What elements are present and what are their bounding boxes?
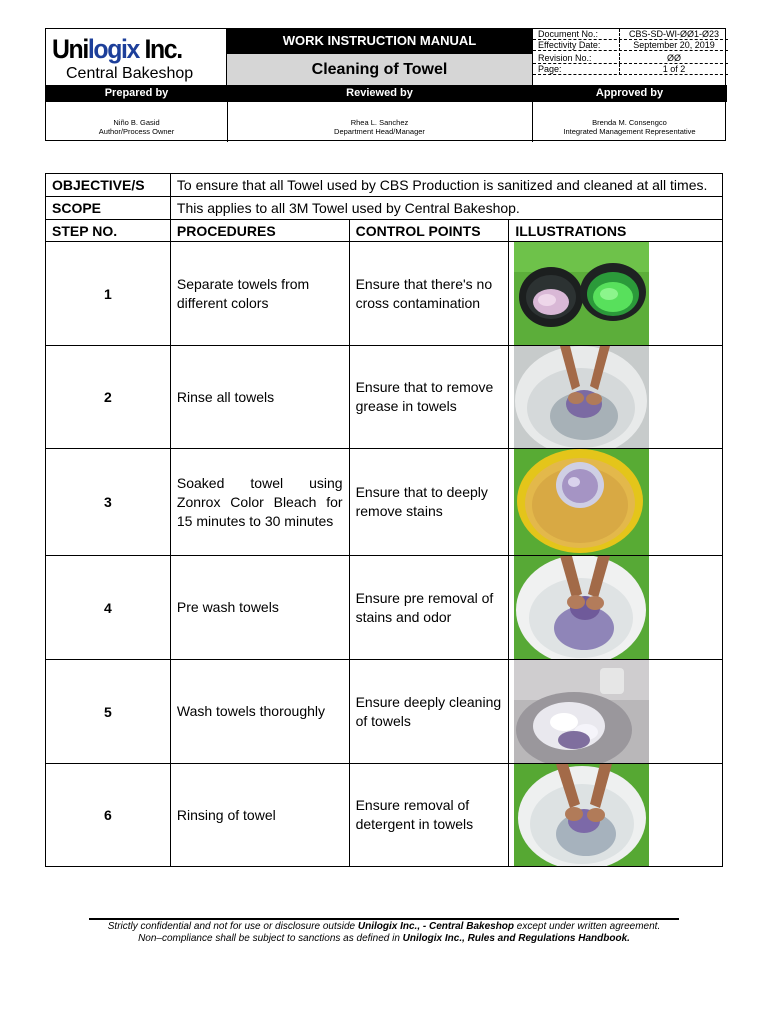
step-illustration: [509, 556, 723, 660]
signatory-name: Rhea L. Sanchez: [350, 118, 409, 127]
footer-line-2: Non–compliance shall be subject to sanctions as defined in Unilogix Inc., Rules and Regulations Handbook.: [138, 933, 630, 944]
step-control-point: Ensure deeply cleaning of towels: [349, 660, 509, 764]
reviewed-by-heading: Reviewed by: [346, 87, 413, 99]
photo-pre-wash: [514, 556, 649, 659]
step-number: 6: [46, 764, 171, 867]
scope-label: SCOPE: [46, 197, 171, 220]
illustration-photo: [514, 764, 649, 866]
step-illustration: [509, 449, 723, 556]
illustration-photo: [514, 449, 649, 555]
company-logo: Unilogix Inc.: [52, 34, 182, 64]
column-header-row: [46, 220, 723, 242]
step-procedure: Wash towels thoroughly: [170, 660, 349, 764]
meta-document-no: Document No.: CBS-SD-WI-ØØ1-Ø23: [533, 29, 728, 40]
step-number: 3: [46, 449, 171, 556]
signatory-name: Brenda M. Consengco: [592, 118, 667, 127]
column-header-control-points: CONTROL POINTS: [349, 220, 509, 242]
signature-headings: [46, 85, 727, 102]
step-illustration: [509, 764, 723, 867]
step-illustration: [509, 242, 723, 346]
photo-wash-thoroughly: [514, 660, 649, 763]
work-instruction-table: [45, 173, 723, 867]
column-header-step: STEP NO.: [46, 220, 171, 242]
step-number: 5: [46, 660, 171, 764]
confidentiality-notice: [60, 921, 708, 945]
step-number: 2: [46, 346, 171, 449]
step-procedure: Rinse all towels: [170, 346, 349, 449]
photo-bins-separated: [514, 242, 649, 345]
footer-divider: [89, 918, 679, 920]
objective-label: OBJECTIVE/S: [46, 174, 171, 197]
illustration-photo: [514, 556, 649, 659]
signatory-role: Author/Process Owner: [98, 127, 175, 136]
table-row: [46, 449, 723, 556]
document-title: Cleaning of Towel: [227, 53, 532, 85]
reviewed-by: [227, 102, 532, 142]
prepared-by-heading: Prepared by: [104, 87, 169, 99]
step-procedure: Pre wash towels: [170, 556, 349, 660]
approved-by-heading: Approved by: [595, 87, 664, 99]
step-number: 1: [46, 242, 171, 346]
step-control-point: Ensure that to deeply remove stains: [349, 449, 509, 556]
step-illustration: [509, 660, 723, 764]
step-control-point: Ensure that there's no cross contamination: [349, 242, 509, 346]
photo-soak-bleach: [514, 449, 649, 555]
column-header-procedures: PROCEDURES: [170, 220, 349, 242]
prepared-by: [46, 102, 227, 142]
scope-text: This applies to all 3M Towel used by Central Bakeshop.: [170, 197, 722, 220]
column-header-illustrations: ILLUSTRATIONS: [509, 220, 723, 242]
step-procedure: Soaked towel using Zonrox Color Bleach for 15 minutes to 30 minutes: [170, 449, 349, 556]
step-procedure: Rinsing of towel: [170, 764, 349, 867]
step-control-point: Ensure that to remove grease in towels: [349, 346, 509, 449]
approved-by: [532, 102, 727, 142]
photo-rinse-towels: [514, 346, 649, 448]
illustration-photo: [514, 242, 649, 345]
table-row: [46, 242, 723, 346]
table-row: [46, 764, 723, 867]
company-subtitle: Central Bakeshop: [66, 65, 194, 82]
manual-title: WORK INSTRUCTION MANUAL: [227, 29, 532, 53]
signatory-role: Integrated Management Representative: [563, 127, 696, 136]
meta-revision-no: Revision No.: ØØ: [533, 53, 728, 64]
illustration-photo: [514, 660, 649, 763]
scope-row: [46, 197, 723, 220]
document-meta: [532, 29, 727, 85]
meta-page: Page: 1 of 2: [533, 64, 728, 75]
signatory-name: Niño B. Gasid: [113, 118, 160, 127]
table-row: [46, 556, 723, 660]
illustration-photo: [514, 346, 649, 448]
table-row: [46, 660, 723, 764]
footer-line-1: Strictly confidential and not for use or disclosure outside Unilogix Inc., - Central Bakeshop except under written agreement.: [107, 921, 661, 932]
objective-text: To ensure that all Towel used by CBS Production is sanitized and cleaned at all times.: [170, 174, 722, 197]
meta-effectivity-date: Effectivity Date: September 20, 2019: [533, 40, 728, 51]
step-procedure: Separate towels from different colors: [170, 242, 349, 346]
step-number: 4: [46, 556, 171, 660]
company-logo-block: [46, 29, 227, 85]
step-illustration: [509, 346, 723, 449]
document-header: [45, 28, 726, 141]
photo-rinsing: [514, 764, 649, 866]
step-control-point: Ensure pre removal of stains and odor: [349, 556, 509, 660]
step-control-point: Ensure removal of detergent in towels: [349, 764, 509, 867]
signature-block: [46, 102, 727, 142]
table-row: [46, 346, 723, 449]
objective-row: [46, 174, 723, 197]
signatory-role: Department Head/Manager: [334, 127, 425, 136]
